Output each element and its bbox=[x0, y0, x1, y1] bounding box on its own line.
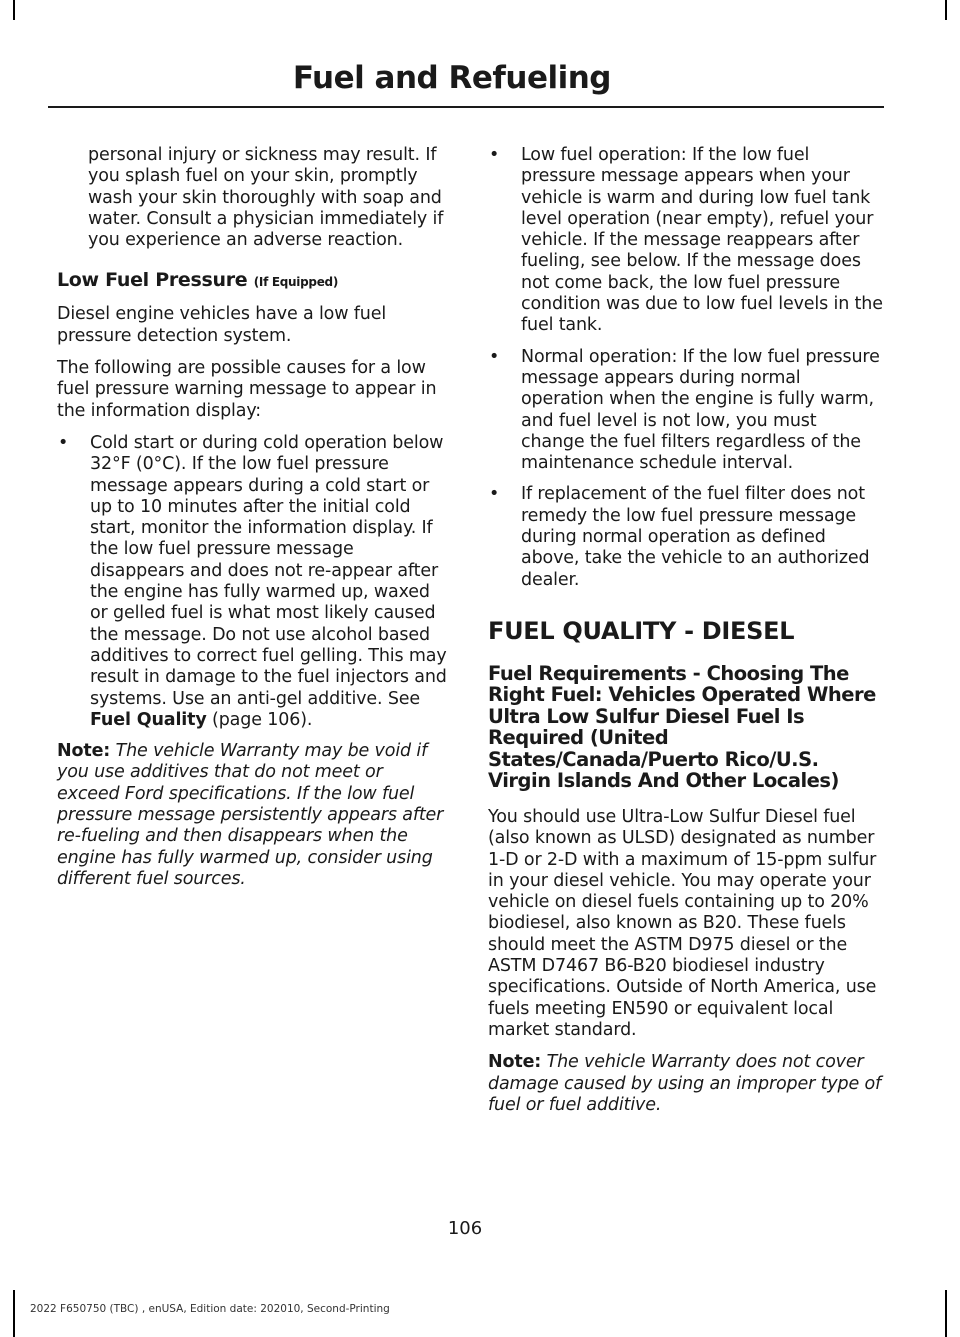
list-item-text: Normal operation: If the low fuel pressure message appears during normal operation when the engine is fully warm, and fuel level is not low, you must change the fuel filters regardless of the maintenance schedule interval. bbox=[521, 346, 880, 474]
list-item bbox=[57, 433, 449, 731]
paragraph: You should use Ultra-Low Sulfur Diesel fuel (also known as ULSD) designated as number 1-D or 2-D with a maximum of 15-ppm sulfur in your diesel vehicle. You may operate your vehicle on diesel fuels containing up to 20% biodiesel, also known as B20. These fuels should meet the ASTM D975 diesel or the ASTM D7467 B6-B20 biodiesel industry specifications. Outside of North America, use fuels meeting EN590 or equivalent local market standard. bbox=[488, 806, 877, 1040]
list-item bbox=[488, 347, 883, 475]
paragraph: Diesel engine vehicles have a low fuel pressure detection system. bbox=[57, 304, 387, 346]
header-rule bbox=[48, 106, 884, 108]
cross-reference-link[interactable]: Fuel Quality bbox=[90, 709, 207, 730]
list-item bbox=[488, 145, 883, 337]
heading-qualifier: (If Equipped) bbox=[253, 275, 339, 290]
crop-mark-bottom-right bbox=[945, 1290, 947, 1337]
note-label: Note: bbox=[57, 741, 111, 762]
section-heading-low-fuel-pressure bbox=[57, 269, 449, 291]
note bbox=[57, 741, 449, 890]
page-reference: (page 106). bbox=[212, 709, 313, 730]
crop-mark-bottom-left bbox=[13, 1290, 15, 1337]
bullet-marker: • bbox=[489, 145, 500, 165]
subsection-title: Fuel Requirements - Choosing The Right Fuel: Vehicles Operated Where Ultra Low Sulfur Diesel Fuel Is Required (United States/Canada/Puerto Rico/U.S. Virgin Islands And Other Locales) bbox=[488, 661, 876, 793]
page-header-title: Fuel and Refueling bbox=[292, 60, 611, 96]
list-item bbox=[488, 484, 883, 590]
list-item-text: If replacement of the fuel filter does not remedy the low fuel pressure message during normal operation as defined above, take the vehicle to an authorized dealer. bbox=[521, 484, 870, 590]
list-item-text: Cold start or during cold operation below 32°F (0°C). If the low fuel pressure message appears during a cold start or up to 10 minutes after the initial cold start, monitor the information display. If the low fuel pressure message disappears and does not re-appear after the engine has fully warmed up, waxed or gelled fuel is what most likely caused the message. Do not use alcohol based additives to correct fuel gelling. This may result in damage to the fuel injectors and systems. Use an anti-gel additive. See bbox=[90, 432, 447, 709]
paragraph: The following are possible causes for a low fuel pressure warning message to appear in the information display: bbox=[57, 358, 437, 421]
crop-mark-top-right bbox=[945, 0, 947, 20]
note-text: The vehicle Warranty does not cover damage caused by using an improper type of fuel or fuel additive. bbox=[488, 1052, 882, 1115]
list-item-text: Low fuel operation: If the low fuel pressure message appears when your vehicle is warm and during low fuel tank level operation (near empty), refuel your vehicle. If the message reappears after fueling, see below. If the message does not come back, the low fuel pressure condition was due to low fuel levels in the fuel tank. bbox=[521, 145, 883, 336]
bullet-marker: • bbox=[489, 346, 500, 367]
crop-mark-top-left bbox=[13, 0, 15, 20]
note bbox=[488, 1052, 883, 1116]
right-column bbox=[488, 145, 883, 1127]
page-number: 106 bbox=[447, 1218, 483, 1239]
heading-text: Low Fuel Pressure bbox=[57, 269, 248, 292]
note-label: Note: bbox=[488, 1052, 542, 1073]
left-column bbox=[57, 145, 449, 901]
continued-warning-text: personal injury or sickness may result. If you splash fuel on your skin, promptly wash your skin thoroughly with soap and water. Consult a physician immediately if you experience an adverse reaction. bbox=[88, 145, 444, 251]
bullet-marker: • bbox=[489, 484, 500, 505]
footer-edition-info: 2022 F650750 (TBC) , enUSA, Edition date: 202010, Second-Printing bbox=[30, 1303, 390, 1315]
section-title: FUEL QUALITY - DIESEL bbox=[488, 616, 795, 645]
bullet-marker: • bbox=[58, 432, 69, 453]
note-text: The vehicle Warranty may be void if you use additives that do not meet or exceed Ford specifications. If the low fuel pressure message persistently appears after re-fueling and then disappears when the engine has fully warmed up, consider using different fuel sources. bbox=[57, 741, 444, 889]
